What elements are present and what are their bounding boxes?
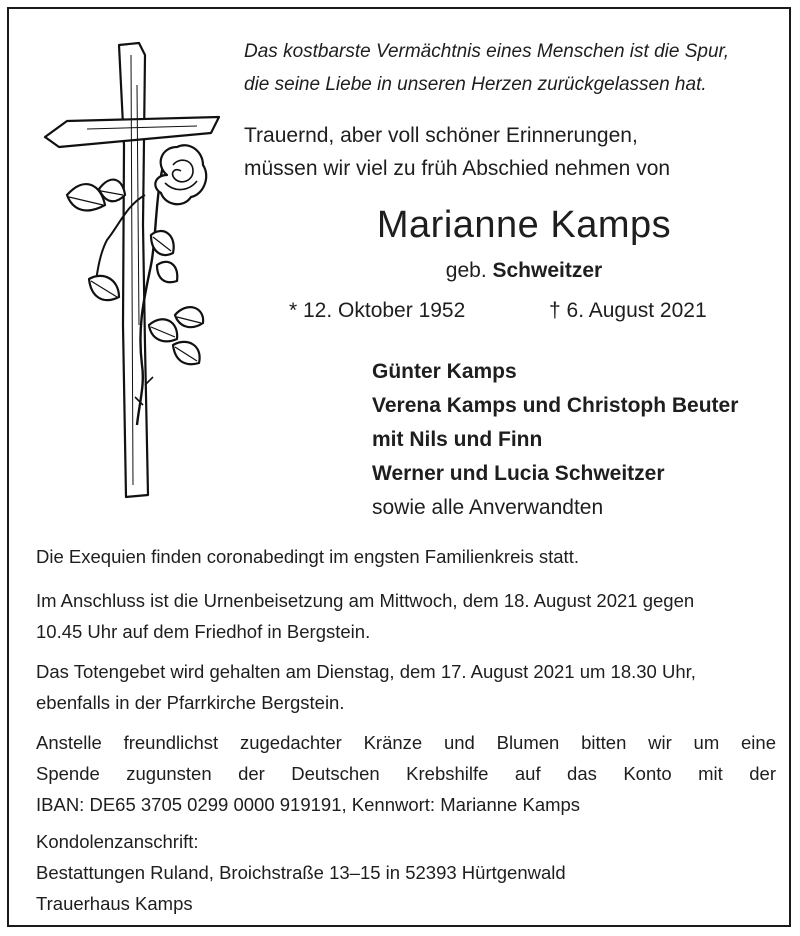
mourner: Verena Kamps und Christoph Beuter	[372, 394, 739, 417]
intro-line: Trauernd, aber voll schöner Erinnerungen,	[244, 124, 638, 147]
mourner: mit Nils und Finn	[372, 428, 543, 451]
deceased-name: Marianne Kamps	[376, 204, 672, 246]
intro-text	[244, 119, 670, 185]
condolence-address-line: Bestattungen Ruland, Broichstraße 13–15 in 52393 Hürtgenwald	[36, 862, 566, 883]
maiden-name: Schweitzer	[492, 259, 603, 282]
mourner: Günter Kamps	[372, 360, 517, 383]
condolence-address	[36, 826, 776, 919]
condolence-label: Kondolenzanschrift:	[36, 831, 199, 852]
quote-line: die seine Liebe in unseren Herzen zurückgelassen hat.	[244, 74, 707, 95]
condolence-house: Trauerhaus Kamps	[36, 893, 193, 914]
donation-line: Spende zugunsten der Deutschen Krebshilfe auf das Konto mit der	[36, 763, 776, 784]
prayer-notice	[36, 656, 776, 718]
quote-line: Das kostbarste Vermächtnis eines Menschen ist die Spur,	[244, 41, 730, 62]
donation-line: IBAN: DE65 3705 0299 0000 919191, Kennwort: Marianne Kamps	[36, 794, 581, 815]
prayer-line: ebenfalls in der Pfarrkirche Bergstein.	[36, 692, 345, 713]
donation-line: Anstelle freundlichst zugedachter Kränze und Blumen bitten wir um eine	[36, 732, 776, 753]
urn-line: Im Anschluss ist die Urnenbeisetzung am Mittwoch, dem 18. August 2021 gegen	[36, 590, 695, 611]
mourners-list	[372, 355, 738, 525]
obituary-frame	[7, 7, 791, 927]
birth-date: * 12. Oktober 1952	[289, 299, 466, 322]
urn-notice	[36, 585, 776, 647]
cross-with-rose-icon	[27, 25, 227, 505]
mourner: Werner und Lucia Schweitzer	[372, 462, 665, 485]
mourners-extra: sowie alle Anverwandten	[372, 496, 604, 519]
born-prefix: geb.	[445, 259, 487, 282]
death-date: † 6. August 2021	[549, 299, 707, 322]
urn-line: 10.45 Uhr auf dem Friedhof in Bergstein.	[36, 621, 371, 642]
donation-notice	[36, 727, 776, 820]
prayer-line: Das Totengebet wird gehalten am Dienstag, dem 17. August 2021 um 18.30 Uhr,	[36, 661, 696, 682]
memorial-quote	[244, 35, 729, 101]
maiden-name-line	[234, 259, 800, 283]
exequien-notice: Die Exequien finden coronabedingt im engsten Familienkreis statt.	[36, 546, 579, 567]
intro-line: müssen wir viel zu früh Abschied nehmen von	[244, 157, 671, 180]
